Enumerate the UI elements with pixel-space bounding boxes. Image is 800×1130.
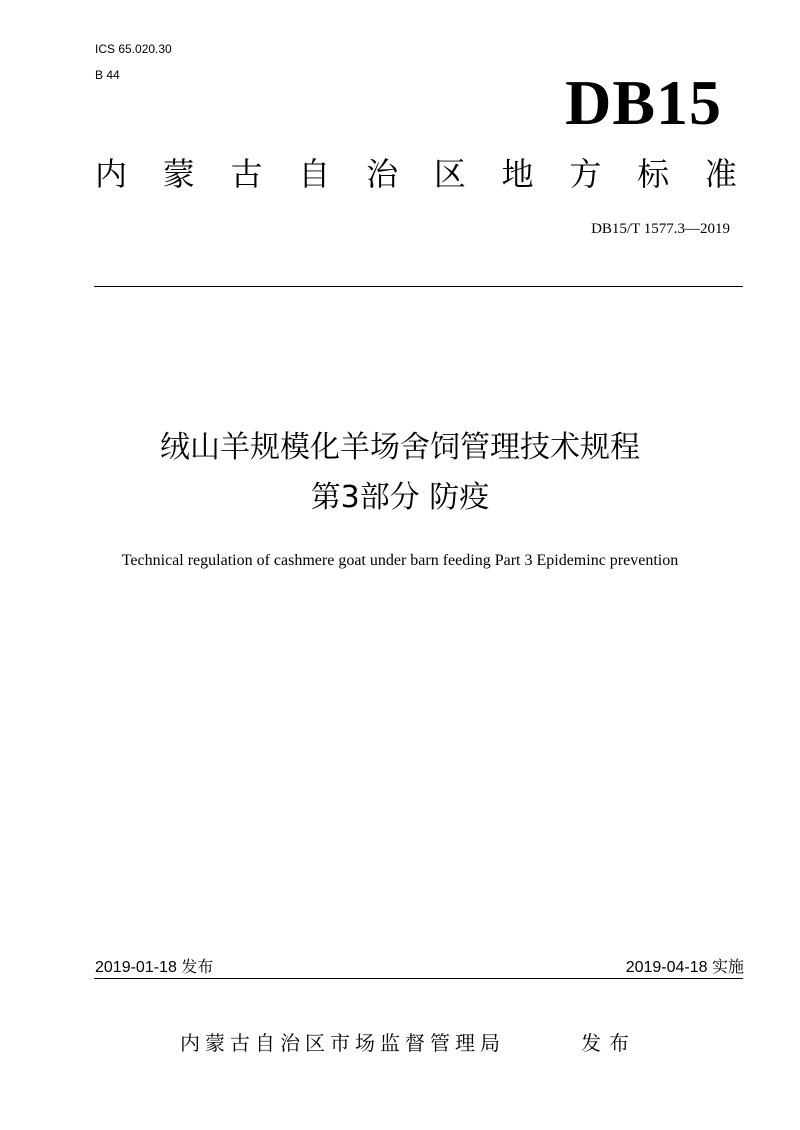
issue-label: 发布 <box>581 1031 637 1055</box>
standard-type-char: 治 <box>366 155 399 193</box>
issuing-authority: 内蒙古自治区市场监督管理局 <box>180 1031 505 1055</box>
standard-type-char: 蒙 <box>162 155 195 193</box>
db15-logo: DB15 <box>565 67 722 138</box>
document-number: DB15/T 1577.3—2019 <box>591 221 730 237</box>
header-divider <box>94 286 743 287</box>
document-title: 绒山羊规模化羊场舍饲管理技术规程 <box>160 430 640 465</box>
implement-date: 2019-04-18 实施 <box>625 959 744 976</box>
standard-type-char: 准 <box>704 155 737 193</box>
standard-type-char: 方 <box>569 155 602 193</box>
standard-type-char: 自 <box>298 155 331 193</box>
standard-type-char: 标 <box>637 155 670 193</box>
standard-type-char: 内 <box>95 155 128 193</box>
classification-code: B 44 <box>95 68 120 82</box>
english-title: Technical regulation of cashmere goat under barn feeding Part 3 Epideminc prevention <box>121 552 679 569</box>
footer-divider <box>94 978 743 979</box>
standard-type-title <box>95 152 737 196</box>
standard-type-char: 古 <box>230 155 263 193</box>
standard-type-char: 地 <box>501 155 534 193</box>
standard-type-char: 区 <box>433 155 466 193</box>
document-subtitle: 第3部分 防疫 <box>310 480 490 515</box>
publish-date: 2019-01-18 发布 <box>95 959 214 976</box>
ics-code: ICS 65.020.30 <box>95 42 172 56</box>
